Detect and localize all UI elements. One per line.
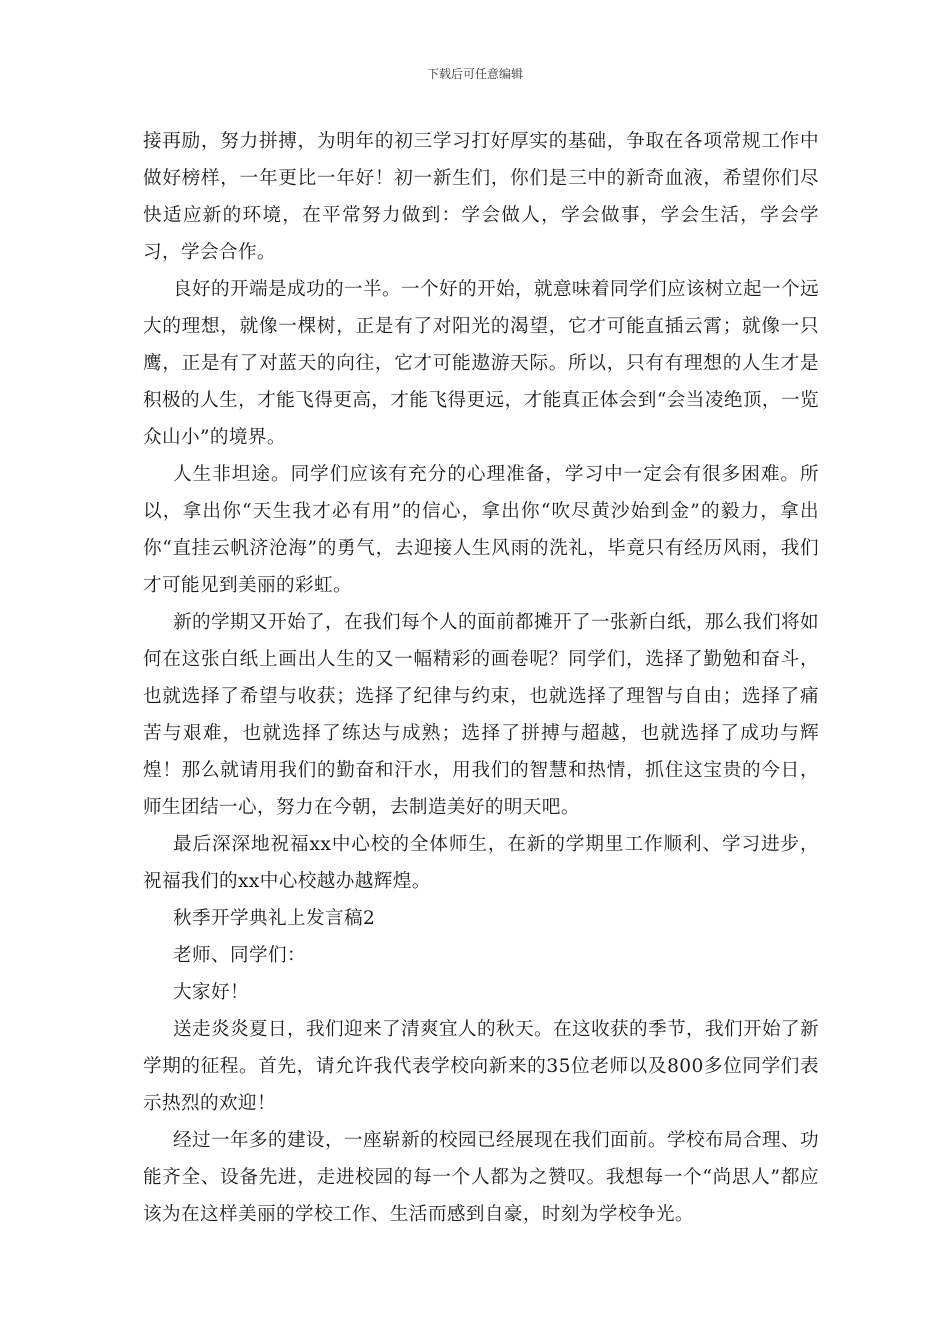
document-body (143, 123, 819, 1233)
paragraph-blessing: 最后深深地祝福xx中心校的全体师生，在新的学期里工作顺利、学习进步，祝福我们的xx中心校越办越辉煌。 (143, 834, 819, 892)
paragraph-life-path: 人生非坦途。同学们应该有充分的心理准备，学习中一定会有很多困难。所以，拿出你“天生我才必有用”的信心，拿出你“吹尽黄沙始到金”的毅力，拿出你“直挂云帆济沧海”的勇气，去迎接人生风雨的洗礼，毕竟只有经历风雨，我们才可能见到美丽的彩虹。 (143, 464, 819, 596)
paragraph-autumn-welcome: 送走炎炎夏日，我们迎来了清爽宜人的秋天。在这收获的季节，我们开始了新学期的征程。首先，请允许我代表学校向新来的35位老师以及800多位同学们表示热烈的欢迎！ (143, 1019, 819, 1114)
paragraph-continuation: 接再励，努力拼搏，为明年的初三学习打好厚实的基础，争取在各项常规工作中做好榜样，一年更比一年好！初一新生们，你们是三中的新奇血液，希望你们尽快适应新的环境，在平常努力做到：学会做人，学会做事，学会生活，学会学习，学会合作。 (143, 131, 819, 263)
page-header-note: 下载后可任意编辑 (426, 67, 523, 81)
speech-title: 秋季开学典礼上发言稿2 (173, 908, 376, 929)
paragraph-new-campus: 经过一年多的建设，一座崭新的校园已经展现在我们面前。学校布局合理、功能齐全、设备先进，走进校园的每一个人都为之赞叹。我想每一个“尚思人”都应该为在这样美丽的学校工作、生活而感到自豪，时刻为学校争光。 (143, 1130, 819, 1225)
salutation: 老师、同学们： (173, 945, 306, 966)
greeting: 大家好！ (173, 982, 249, 1003)
paragraph-good-start: 良好的开端是成功的一半。一个好的开始，就意味着同学们应该树立起一个远大的理想，就像一棵树，正是有了对阳光的渴望，它才可能直插云霄；就像一只鹰，正是有了对蓝天的向往，它才可能遨游天际。所以，只有有理想的人生才是积极的人生，才能飞得更高，才能飞得更远，才能真正体会到“会当凌绝顶，一览众山小”的境界。 (143, 279, 819, 448)
paragraph-new-semester: 新的学期又开始了，在我们每个人的面前都摊开了一张新白纸，那么我们将如何在这张白纸上画出人生的又一幅精彩的画卷呢？同学们，选择了勤勉和奋斗，也就选择了希望与收获；选择了纪律与约束，也就选择了理智与自由；选择了痛苦与艰难，也就选择了练达与成熟；选择了拼搏与超越，也就选择了成功与辉煌！那么就请用我们的勤奋和汗水，用我们的智慧和热情，抓住这宝贵的今日，师生团结一心，努力在今朝，去制造美好的明天吧。 (143, 612, 819, 818)
